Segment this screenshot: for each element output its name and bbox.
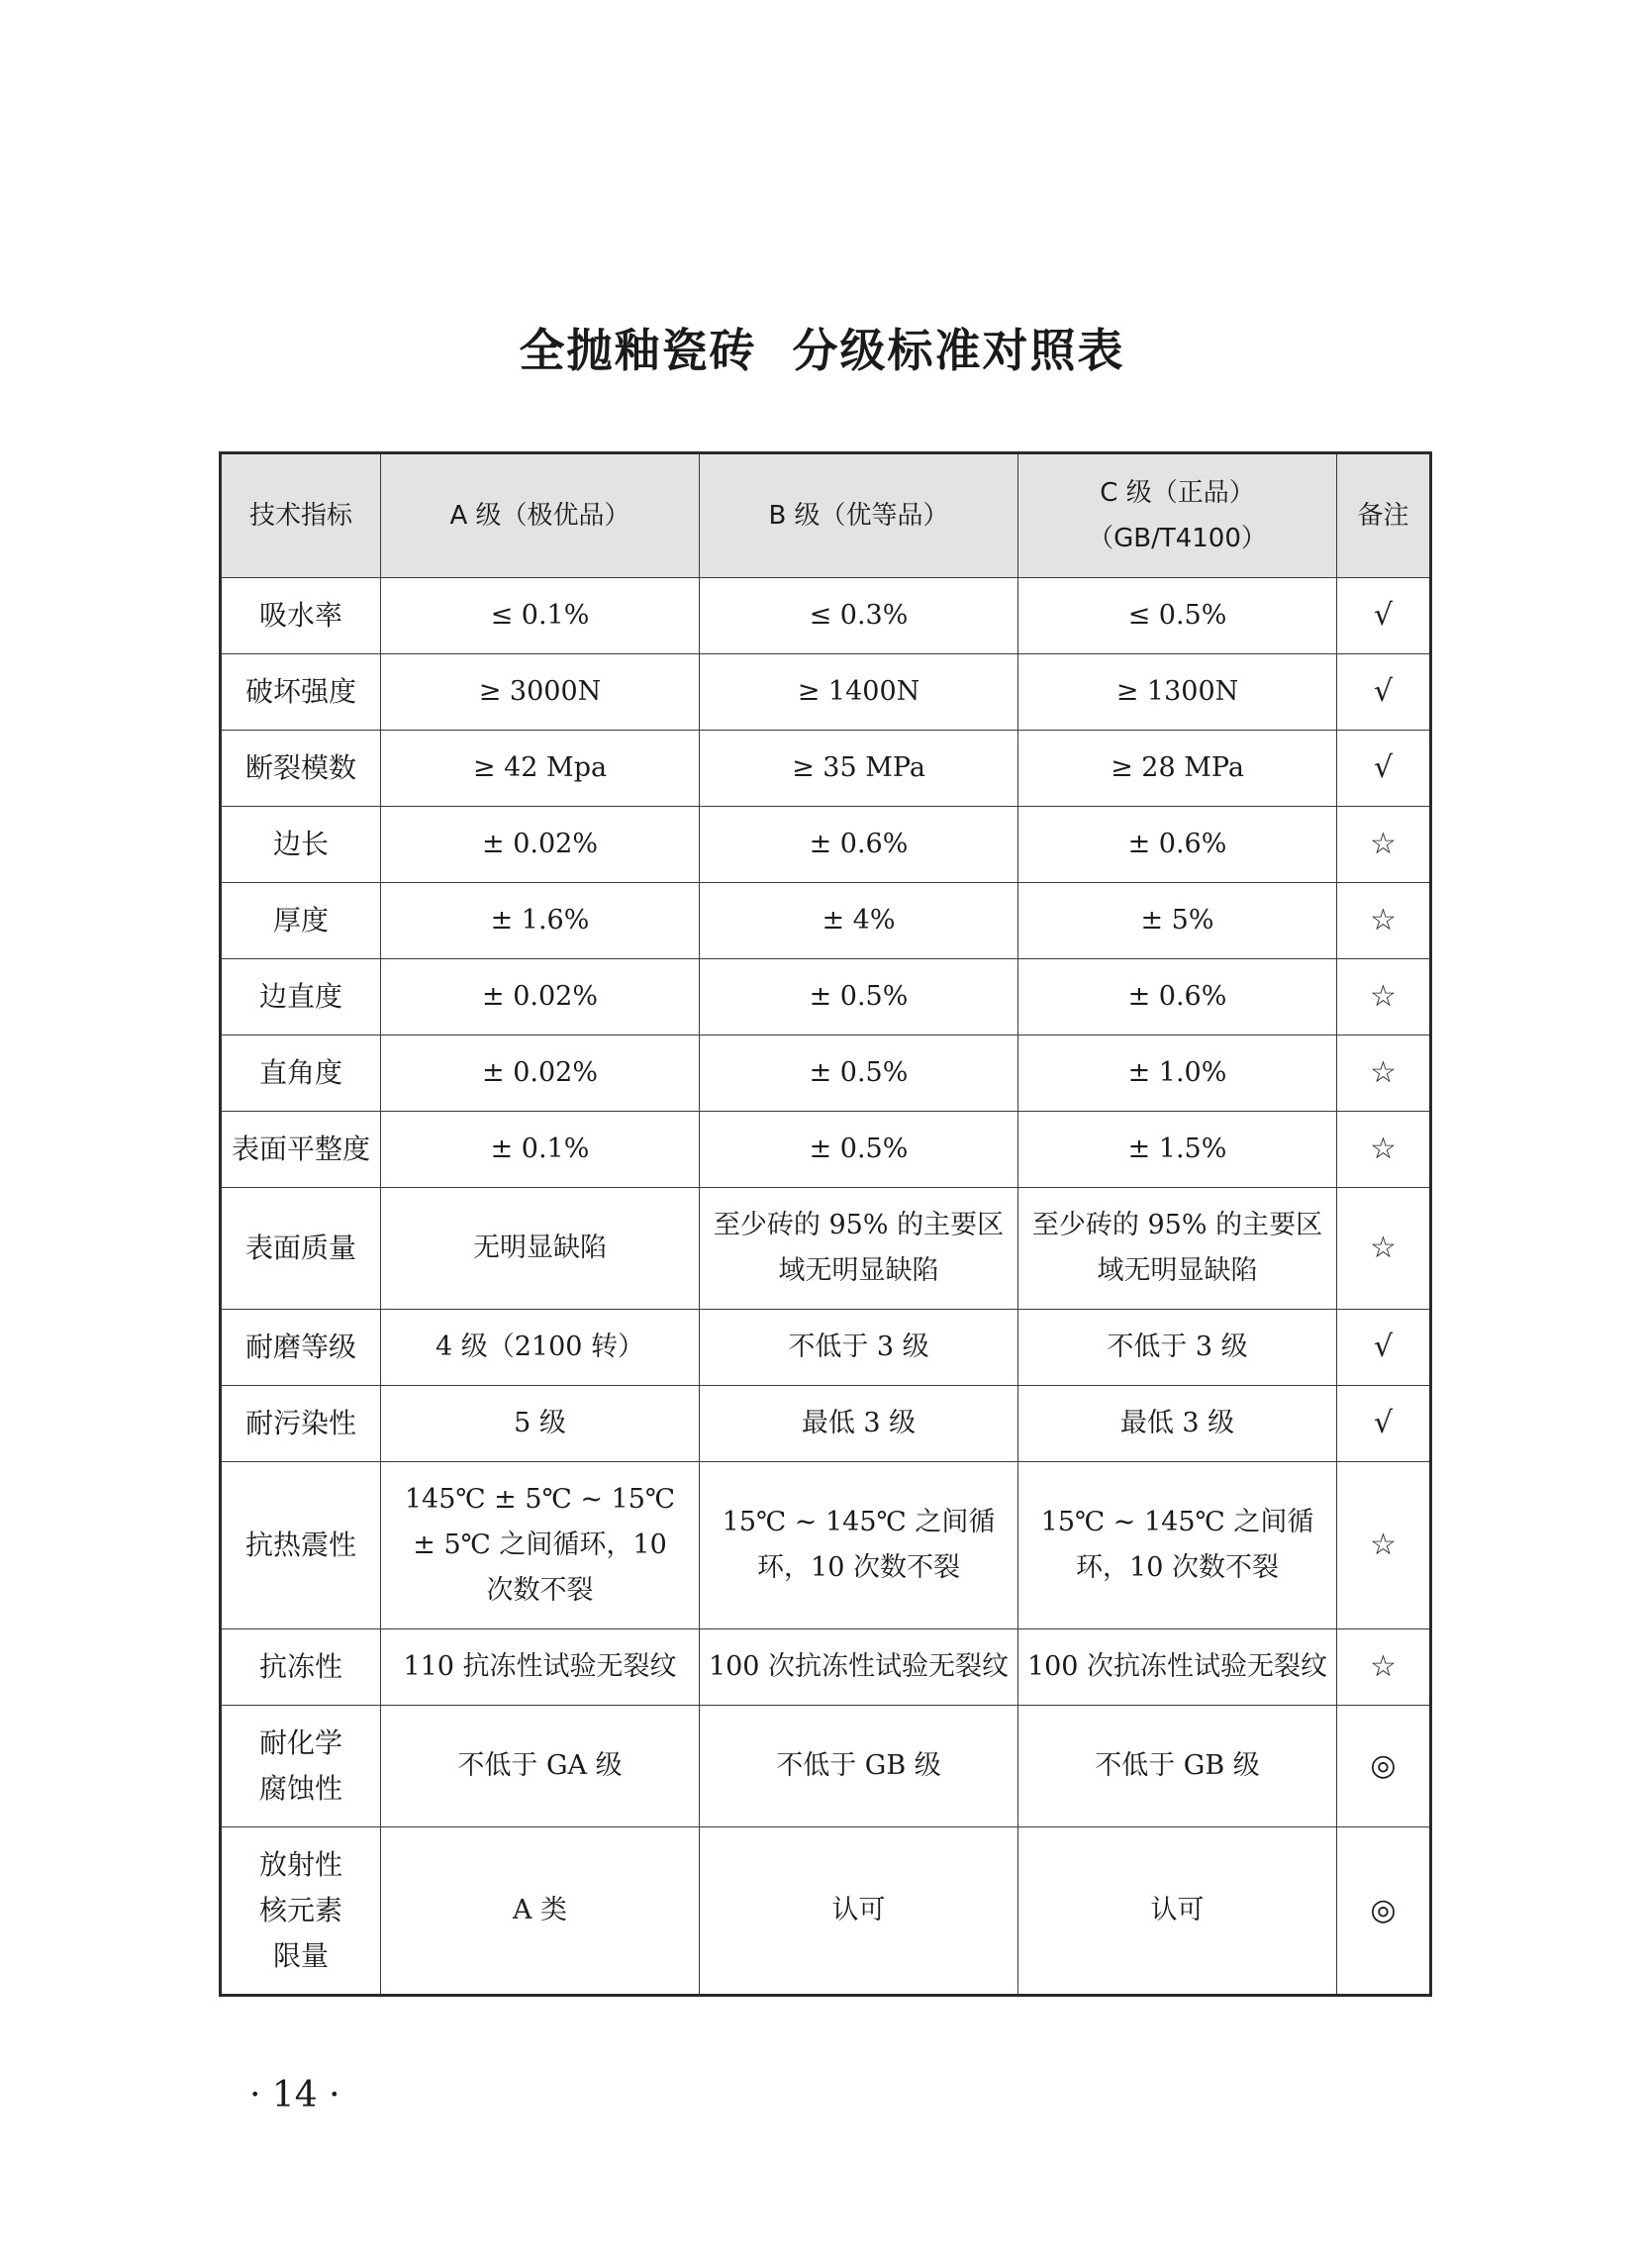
cell-grade-a: 无明显缺陷 xyxy=(381,1188,700,1310)
table-row xyxy=(221,1112,1431,1188)
cell-grade-a: 4 级（2100 转） xyxy=(381,1310,700,1386)
cell-grade-a: ± 0.02% xyxy=(381,959,700,1035)
table-row xyxy=(221,654,1431,731)
row-label: 边直度 xyxy=(221,959,381,1035)
cell-grade-b: ≤ 0.3% xyxy=(700,578,1018,654)
cell-text-line: 环，10 次数不裂 xyxy=(1076,1552,1279,1583)
row-label-line: 核元素 xyxy=(258,1894,342,1926)
cell-grade-a: ≥ 3000N xyxy=(381,654,700,731)
row-label xyxy=(221,1827,381,1996)
cell-grade-b: 不低于 3 级 xyxy=(700,1310,1018,1386)
cell-grade-a: A 类 xyxy=(381,1827,700,1996)
cell-grade-b: 最低 3 级 xyxy=(700,1386,1018,1462)
table-row xyxy=(221,1706,1431,1827)
table-row xyxy=(221,731,1431,807)
cell-grade-c: ± 1.0% xyxy=(1018,1035,1337,1112)
cell-grade-a: ± 0.1% xyxy=(381,1112,700,1188)
row-label: 耐污染性 xyxy=(221,1386,381,1462)
star-icon: ☆ xyxy=(1337,1629,1431,1706)
cell-grade-b: ± 0.5% xyxy=(700,959,1018,1035)
row-label-line: 腐蚀性 xyxy=(258,1772,342,1805)
star-icon: ☆ xyxy=(1337,807,1431,883)
header-grade-a: A 级（极优品） xyxy=(381,453,700,578)
cell-grade-b: 100 次抗冻性试验无裂纹 xyxy=(700,1629,1018,1706)
row-label-line: 放射性 xyxy=(258,1848,342,1881)
table-row xyxy=(221,1827,1431,1996)
cell-grade-a: 5 级 xyxy=(381,1386,700,1462)
cell-grade-b: ± 0.5% xyxy=(700,1035,1018,1112)
cell-grade-c: ± 0.6% xyxy=(1018,807,1337,883)
table-row xyxy=(221,1462,1431,1629)
cell-grade-c xyxy=(1018,1188,1337,1310)
cell-grade-c: ≥ 1300N xyxy=(1018,654,1337,731)
row-label: 抗热震性 xyxy=(221,1462,381,1629)
table-row xyxy=(221,1386,1431,1462)
cell-text-line: 环，10 次数不裂 xyxy=(757,1552,960,1583)
row-label: 吸水率 xyxy=(221,578,381,654)
cell-grade-c: ± 5% xyxy=(1018,883,1337,959)
star-icon: ☆ xyxy=(1337,1112,1431,1188)
table-row xyxy=(221,959,1431,1035)
star-icon: ☆ xyxy=(1337,959,1431,1035)
cell-grade-c: 不低于 3 级 xyxy=(1018,1310,1337,1386)
row-label: 厚度 xyxy=(221,883,381,959)
cell-text-line: 域无明显缺陷 xyxy=(1097,1255,1258,1286)
row-label: 破坏强度 xyxy=(221,654,381,731)
page-number: · 14 · xyxy=(249,2075,340,2116)
row-label-line: 耐化学 xyxy=(258,1726,342,1759)
cell-grade-b xyxy=(700,1188,1018,1310)
cell-grade-c: 最低 3 级 xyxy=(1018,1386,1337,1462)
grading-standard-table xyxy=(219,451,1432,1997)
cell-text-line: 15℃ ~ 145℃ 之间循 xyxy=(1040,1507,1314,1537)
grading-table-container xyxy=(219,451,1429,1997)
cell-text-line: 至少砖的 95% 的主要区 xyxy=(713,1210,1005,1240)
row-label: 边长 xyxy=(221,807,381,883)
cell-text-line: ± 5℃ 之间循环，10 xyxy=(413,1529,667,1560)
cell-grade-a: ± 0.02% xyxy=(381,1035,700,1112)
cell-text-line: 域无明显缺陷 xyxy=(778,1255,939,1286)
star-icon: ☆ xyxy=(1337,1462,1431,1629)
cell-grade-a: ± 1.6% xyxy=(381,883,700,959)
cell-grade-c xyxy=(1018,1462,1337,1629)
cell-grade-b: ≥ 35 MPa xyxy=(700,731,1018,807)
cell-grade-b: ≥ 1400N xyxy=(700,654,1018,731)
check-mark-icon: √ xyxy=(1337,578,1431,654)
star-icon: ☆ xyxy=(1337,883,1431,959)
row-label: 断裂模数 xyxy=(221,731,381,807)
cell-grade-c: 100 次抗冻性试验无裂纹 xyxy=(1018,1629,1337,1706)
star-icon: ☆ xyxy=(1337,1035,1431,1112)
cell-grade-a xyxy=(381,1462,700,1629)
row-label: 耐磨等级 xyxy=(221,1310,381,1386)
cell-grade-c: ± 0.6% xyxy=(1018,959,1337,1035)
cell-grade-a: 不低于 GA 级 xyxy=(381,1706,700,1827)
table-row xyxy=(221,807,1431,883)
double-circle-icon: ◎ xyxy=(1337,1706,1431,1827)
check-mark-icon: √ xyxy=(1337,1310,1431,1386)
header-grade-c-line1: C 级（正品） xyxy=(1100,478,1255,508)
row-label: 直角度 xyxy=(221,1035,381,1112)
table-row xyxy=(221,1629,1431,1706)
cell-grade-c: 认可 xyxy=(1018,1827,1337,1996)
cell-grade-b: ± 4% xyxy=(700,883,1018,959)
header-indicator: 技术指标 xyxy=(221,453,381,578)
cell-grade-b: 认可 xyxy=(700,1827,1018,1996)
row-label: 抗冻性 xyxy=(221,1629,381,1706)
header-remark: 备注 xyxy=(1337,453,1431,578)
cell-grade-a: 110 抗冻性试验无裂纹 xyxy=(381,1629,700,1706)
double-circle-icon: ◎ xyxy=(1337,1827,1431,1996)
cell-grade-b: 不低于 GB 级 xyxy=(700,1706,1018,1827)
row-label: 表面平整度 xyxy=(221,1112,381,1188)
row-label-line: 限量 xyxy=(272,1939,329,1972)
cell-text-line: 145℃ ± 5℃ ~ 15℃ xyxy=(404,1484,676,1515)
cell-text-line: 至少砖的 95% 的主要区 xyxy=(1031,1210,1323,1240)
cell-text-line: 15℃ ~ 145℃ 之间循 xyxy=(722,1507,996,1537)
check-mark-icon: √ xyxy=(1337,1386,1431,1462)
check-mark-icon: √ xyxy=(1337,654,1431,731)
star-icon: ☆ xyxy=(1337,1188,1431,1310)
cell-grade-a: ≤ 0.1% xyxy=(381,578,700,654)
cell-grade-b: ± 0.5% xyxy=(700,1112,1018,1188)
cell-grade-b xyxy=(700,1462,1018,1629)
cell-grade-c: 不低于 GB 级 xyxy=(1018,1706,1337,1827)
header-grade-c-line2: （GB/T4100） xyxy=(1088,524,1267,553)
header-grade-b: B 级（优等品） xyxy=(700,453,1018,578)
table-row xyxy=(221,578,1431,654)
cell-grade-a: ≥ 42 Mpa xyxy=(381,731,700,807)
cell-text-line: 次数不裂 xyxy=(486,1575,594,1606)
cell-grade-c: ± 1.5% xyxy=(1018,1112,1337,1188)
row-label: 表面质量 xyxy=(221,1188,381,1310)
check-mark-icon: √ xyxy=(1337,731,1431,807)
cell-grade-a: ± 0.02% xyxy=(381,807,700,883)
table-row xyxy=(221,1035,1431,1112)
table-row xyxy=(221,1310,1431,1386)
table-row xyxy=(221,883,1431,959)
header-grade-c xyxy=(1018,453,1337,578)
cell-grade-b: ± 0.6% xyxy=(700,807,1018,883)
table-header-row xyxy=(221,453,1431,578)
cell-grade-c: ≤ 0.5% xyxy=(1018,578,1337,654)
table-row xyxy=(221,1188,1431,1310)
page-title: 全抛釉瓷砖 分级标准对照表 xyxy=(519,324,1125,377)
row-label xyxy=(221,1706,381,1827)
cell-grade-c: ≥ 28 MPa xyxy=(1018,731,1337,807)
